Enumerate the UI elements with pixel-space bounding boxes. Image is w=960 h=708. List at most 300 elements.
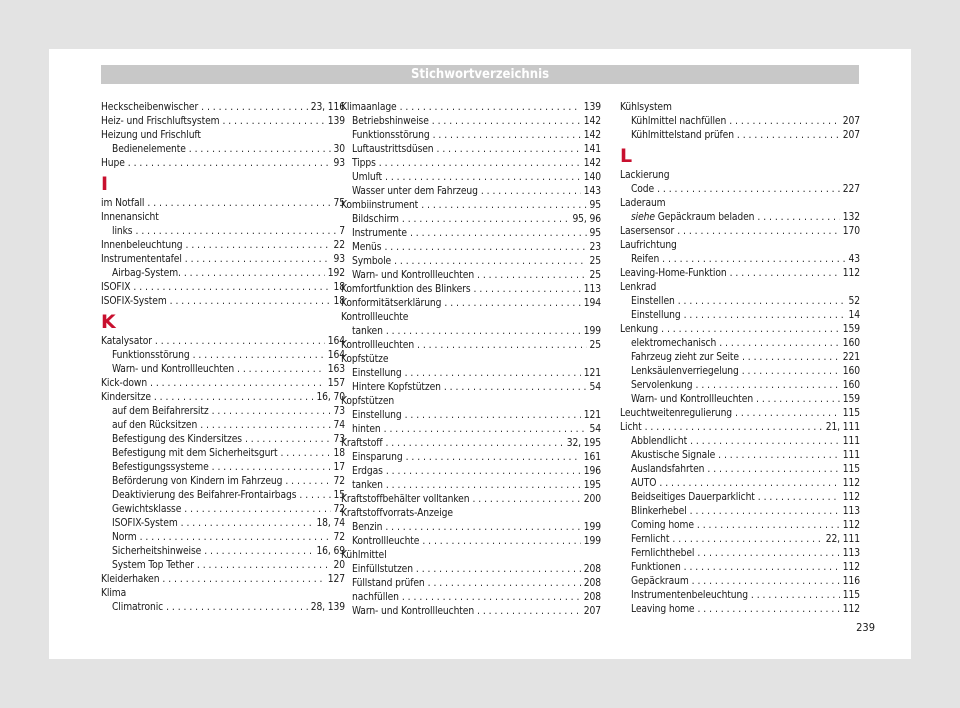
index-term: Lackierung	[620, 170, 670, 181]
index-term: Instrumententafel	[101, 254, 182, 265]
index-page-ref: 54	[589, 382, 601, 393]
index-subentry	[620, 379, 860, 393]
index-subentry	[101, 349, 345, 363]
dot-leader	[692, 575, 840, 589]
page-header-title: Stichwortverzeichnis	[101, 65, 859, 84]
dot-leader	[697, 547, 839, 561]
page-number: 239	[856, 621, 875, 634]
index-term: Coming home	[631, 520, 694, 531]
index-section-letter: L	[620, 145, 633, 167]
index-entry	[341, 339, 601, 353]
index-term: Umluft	[352, 172, 383, 183]
index-term: Wasser unter dem Fahrzeug	[352, 186, 478, 197]
index-term: tanken	[352, 480, 383, 491]
index-term: Warn- und Kontrollleuchten	[352, 606, 475, 617]
index-term: Kühlmittelstand prüfen	[631, 130, 734, 141]
dot-leader	[386, 465, 581, 479]
index-page-ref: 164	[327, 350, 345, 361]
index-term: Hintere Kopfstützen	[352, 382, 441, 393]
index-page-ref: 207	[842, 130, 860, 141]
index-page-ref: 95, 96	[572, 214, 601, 225]
dot-leader	[154, 391, 314, 405]
index-term: Betriebshinweise	[352, 116, 429, 127]
dot-leader	[729, 115, 840, 129]
index-subentry	[341, 129, 601, 143]
index-page-ref: 21, 111	[825, 422, 860, 433]
index-page-ref: 200	[583, 494, 601, 505]
index-page-ref: 25	[589, 340, 601, 351]
index-term: Funktionsstörung	[352, 130, 430, 141]
dot-leader	[735, 407, 840, 421]
index-term: Einstellung	[352, 410, 402, 421]
index-term: Beidseitiges Dauerparklicht	[631, 492, 755, 503]
dot-leader	[645, 421, 823, 435]
dot-leader	[285, 475, 330, 489]
index-subentry	[620, 393, 860, 407]
index-page-ref: 43	[848, 254, 860, 265]
index-heading	[101, 587, 345, 601]
dot-leader	[416, 563, 581, 577]
index-term: Code	[631, 184, 655, 195]
index-page-ref: 199	[583, 326, 601, 337]
dot-leader	[433, 129, 581, 143]
index-subentry	[101, 225, 345, 239]
index-page-ref: 23, 116	[310, 102, 345, 113]
dot-leader	[410, 227, 587, 241]
index-term: Instrumentenbeleuchtung	[631, 590, 748, 601]
index-term: Klima	[101, 588, 127, 599]
index-term: Auslandsfahrten	[631, 464, 705, 475]
index-page-ref: 208	[583, 564, 601, 575]
dot-leader	[166, 601, 308, 615]
dot-leader	[193, 349, 325, 363]
dot-leader	[678, 295, 846, 309]
dot-leader	[742, 351, 840, 365]
index-term: Kraftstoff	[341, 438, 383, 449]
index-term: im Notfall	[101, 198, 145, 209]
dot-leader	[657, 183, 840, 197]
index-term: Bedienelemente	[112, 144, 186, 155]
index-page-ref: 72	[333, 532, 345, 543]
index-term: Befestigung mit dem Sicherheitsgurt	[112, 448, 278, 459]
index-subentry	[620, 449, 860, 463]
dot-leader	[437, 143, 581, 157]
dot-leader	[402, 213, 570, 227]
dot-leader	[719, 337, 840, 351]
index-term: Funktionsstörung	[112, 350, 190, 361]
index-subentry	[101, 517, 345, 531]
index-term: Einstellen	[631, 296, 675, 307]
index-page-ref: 142	[583, 130, 601, 141]
index-subentry	[341, 591, 601, 605]
index-section-letter: I	[101, 173, 108, 195]
index-term: Lasersensor	[620, 226, 675, 237]
index-term: Leuchtweitenregulierung	[620, 408, 732, 419]
index-term: Kühlmittel nachfüllen	[631, 116, 727, 127]
index-page-ref: 112	[842, 604, 860, 615]
index-page-ref: 207	[842, 116, 860, 127]
index-subentry	[101, 461, 345, 475]
index-page-ref: 164	[327, 336, 345, 347]
dot-leader	[659, 477, 839, 491]
dot-leader	[299, 489, 330, 503]
index-term: Leaving home	[631, 604, 695, 615]
dot-leader	[756, 393, 840, 407]
index-entry	[101, 573, 345, 587]
index-subentry	[620, 561, 860, 575]
index-subentry	[620, 491, 860, 505]
dot-leader	[384, 241, 586, 255]
index-subentry	[620, 505, 860, 519]
index-subentry	[620, 309, 860, 323]
index-term: Heiz- und Frischluftsystem	[101, 116, 220, 127]
index-term: Einsparung	[352, 452, 403, 463]
index-entry	[101, 197, 345, 211]
dot-leader	[684, 309, 846, 323]
index-term: tanken	[352, 326, 383, 337]
index-term: Lenkrad	[620, 282, 657, 293]
dot-leader	[444, 297, 580, 311]
dot-leader	[697, 603, 839, 617]
index-heading	[620, 239, 860, 253]
index-page-ref: 112	[842, 562, 860, 573]
index-subentry	[341, 157, 601, 171]
index-subentry	[341, 241, 601, 255]
index-page-ref: 18	[333, 448, 345, 459]
index-page-ref: 28, 139	[310, 602, 345, 613]
index-page-ref: 227	[842, 184, 860, 195]
index-term: Airbag-System.	[112, 268, 181, 279]
index-term: Innenansicht	[101, 212, 159, 223]
index-page-ref: 194	[583, 298, 601, 309]
dot-leader	[201, 101, 308, 115]
index-page-ref: 142	[583, 158, 601, 169]
index-page-ref: 140	[583, 172, 601, 183]
dot-leader	[405, 367, 581, 381]
dot-leader	[197, 559, 331, 573]
index-term: Kindersitze	[101, 392, 151, 403]
index-term: Kombiinstrument	[341, 200, 419, 211]
index-page-ref: 199	[583, 536, 601, 547]
dot-leader	[386, 325, 581, 339]
index-term: Instrumente	[352, 228, 407, 239]
dot-leader	[690, 435, 840, 449]
index-subentry	[341, 143, 601, 157]
index-entry	[101, 377, 345, 391]
index-term: Lenkung	[620, 324, 659, 335]
index-term: Abblendlicht	[631, 436, 688, 447]
index-term: Warn- und Kontrollleuchten	[352, 270, 475, 281]
index-term: Bildschirm	[352, 214, 399, 225]
index-page-ref: 115	[842, 590, 860, 601]
dot-leader	[128, 157, 331, 171]
dot-leader	[155, 335, 325, 349]
index-entry	[101, 115, 345, 129]
index-page-ref: 112	[842, 478, 860, 489]
index-term: Gepäckraum beladen	[657, 212, 755, 223]
index-column-1	[101, 101, 345, 615]
index-page-ref: 73	[333, 434, 345, 445]
index-term: Füllstand prüfen	[352, 578, 425, 589]
index-subentry	[341, 465, 601, 479]
index-term: Kühlsystem	[620, 102, 672, 113]
dot-leader	[730, 267, 840, 281]
index-term: Laufrichtung	[620, 240, 677, 251]
index-subentry	[101, 531, 345, 545]
dot-leader	[133, 281, 330, 295]
index-entry	[101, 101, 345, 115]
dot-leader	[697, 519, 840, 533]
index-term: Befestigung des Kindersitzes	[112, 434, 242, 445]
index-entry	[101, 391, 345, 405]
index-page-ref: 74	[333, 420, 345, 431]
index-column-2	[341, 101, 601, 619]
index-page-ref: 17	[333, 462, 345, 473]
dot-leader	[417, 339, 586, 353]
dot-leader	[684, 561, 840, 575]
dot-leader	[477, 605, 581, 619]
dot-leader	[212, 405, 331, 419]
index-page-ref: 159	[842, 394, 860, 405]
index-term: elektromechanisch	[631, 338, 717, 349]
dot-leader	[185, 253, 331, 267]
dot-leader	[432, 115, 581, 129]
index-subentry	[620, 533, 860, 547]
index-subentry	[101, 489, 345, 503]
dot-leader	[428, 577, 581, 591]
index-subentry	[341, 325, 601, 339]
index-subentry	[341, 227, 601, 241]
dot-leader	[672, 533, 822, 547]
dot-leader	[140, 531, 331, 545]
index-page-ref: 208	[583, 592, 601, 603]
index-page-ref: 93	[333, 254, 345, 265]
index-page-ref: 54	[589, 424, 601, 435]
index-entry	[101, 157, 345, 171]
index-page-ref: 160	[842, 338, 860, 349]
index-heading	[620, 281, 860, 295]
index-term: Befestigungssysteme	[112, 462, 209, 473]
index-term: Konformitätserklärung	[341, 298, 442, 309]
index-subentry	[620, 519, 860, 533]
index-subentry	[341, 479, 601, 493]
index-entry	[101, 335, 345, 349]
dot-leader	[472, 493, 580, 507]
index-term: nachfüllen	[352, 592, 399, 603]
index-entry	[341, 297, 601, 311]
index-term: Blinkerhebel	[631, 506, 687, 517]
index-term: Innenbeleuchtung	[101, 240, 183, 251]
index-page-ref: 18, 74	[316, 518, 345, 529]
index-subentry	[620, 589, 860, 603]
index-entry	[620, 421, 860, 435]
dot-leader	[474, 283, 581, 297]
index-entry	[101, 281, 345, 295]
index-subentry	[101, 503, 345, 517]
index-subentry	[101, 545, 345, 559]
index-subentry	[341, 269, 601, 283]
dot-leader	[707, 463, 839, 477]
index-subentry	[101, 363, 345, 377]
index-page-ref: 113	[842, 548, 860, 559]
index-heading	[620, 169, 860, 183]
dot-leader	[204, 545, 313, 559]
index-term: Kontrollleuchten	[341, 340, 415, 351]
dot-leader	[184, 503, 330, 517]
dot-leader	[184, 267, 325, 281]
index-page-ref: 113	[583, 284, 601, 295]
dot-leader	[385, 171, 581, 185]
index-page-ref: 115	[842, 408, 860, 419]
index-page-ref: 121	[583, 410, 601, 421]
index-subentry	[101, 601, 345, 615]
index-term: Climatronic	[112, 602, 164, 613]
index-term: Symbole	[352, 256, 392, 267]
index-page-ref: 113	[842, 506, 860, 517]
index-page-ref: 32, 195	[566, 438, 601, 449]
index-page-ref: 163	[327, 364, 345, 375]
index-section-letter: K	[101, 311, 116, 333]
dot-leader	[181, 517, 314, 531]
index-page-ref: 20	[333, 560, 345, 571]
index-page-ref: 30	[333, 144, 345, 155]
index-term: Funktionen	[631, 562, 681, 573]
index-subentry	[620, 337, 860, 351]
index-subentry	[620, 365, 860, 379]
dot-leader	[150, 377, 325, 391]
index-page-ref: 159	[842, 324, 860, 335]
index-page	[49, 49, 911, 659]
index-term: Kontrollleuchte	[341, 312, 409, 323]
index-heading	[341, 311, 601, 325]
index-term: Servolenkung	[631, 380, 693, 391]
index-entry	[341, 283, 601, 297]
index-entry	[341, 101, 601, 115]
index-page-ref: 142	[583, 116, 601, 127]
index-subentry	[341, 381, 601, 395]
index-entry	[101, 253, 345, 267]
index-term: ISOFIX-System	[112, 518, 178, 529]
dot-leader	[384, 423, 587, 437]
index-term: links	[112, 226, 133, 237]
dot-leader	[737, 129, 840, 143]
index-term: Kleiderhaken	[101, 574, 160, 585]
index-heading	[620, 197, 860, 211]
index-term: System Top Tether	[112, 560, 194, 571]
index-page-ref: 7	[339, 226, 345, 237]
index-term: Klimaanlage	[341, 102, 397, 113]
dot-leader	[718, 449, 840, 463]
index-subentry	[620, 575, 860, 589]
index-page-ref: 139	[583, 102, 601, 113]
dot-leader	[386, 479, 581, 493]
dot-leader	[406, 451, 581, 465]
index-entry	[341, 437, 601, 451]
dot-leader	[677, 225, 840, 239]
index-subentry	[341, 521, 601, 535]
index-term: Einstellung	[352, 368, 402, 379]
index-subentry	[341, 213, 601, 227]
index-term: Heckscheibenwischer	[101, 102, 199, 113]
index-page-ref: 161	[583, 452, 601, 463]
dot-leader	[200, 419, 330, 433]
index-subentry	[620, 129, 860, 143]
dot-leader	[394, 255, 586, 269]
index-entry	[620, 407, 860, 421]
index-term: Norm	[112, 532, 137, 543]
dot-leader	[690, 505, 840, 519]
dot-leader	[481, 185, 581, 199]
index-page-ref: 221	[842, 352, 860, 363]
index-entry	[341, 493, 601, 507]
index-subentry	[341, 115, 601, 129]
index-page-ref: 160	[842, 380, 860, 391]
index-heading	[101, 129, 345, 143]
index-page-ref: 22	[333, 240, 345, 251]
index-page-ref: 116	[842, 576, 860, 587]
index-subentry	[341, 535, 601, 549]
index-term: Warn- und Kontrollleuchten	[631, 394, 754, 405]
index-term: Kopfstütze	[341, 354, 389, 365]
index-term: hinten	[352, 424, 381, 435]
dot-leader	[405, 409, 581, 423]
index-term: Hupe	[101, 158, 125, 169]
dot-leader	[162, 573, 324, 587]
index-subentry	[620, 115, 860, 129]
index-term: auf den Rücksitzen	[112, 420, 198, 431]
index-page-ref: 139	[327, 116, 345, 127]
dot-leader	[385, 521, 580, 535]
index-page-ref: 72	[333, 476, 345, 487]
index-subentry	[101, 405, 345, 419]
index-subentry	[620, 477, 860, 491]
index-page-ref: 160	[842, 366, 860, 377]
index-term: Katalysator	[101, 336, 152, 347]
index-column-3	[620, 101, 860, 617]
index-page-ref: 22, 111	[825, 534, 860, 545]
dot-leader	[444, 381, 587, 395]
index-term: Kick-down	[101, 378, 148, 389]
index-subentry	[620, 435, 860, 449]
dot-leader	[280, 447, 330, 461]
index-subentry	[341, 451, 601, 465]
index-subentry	[101, 559, 345, 573]
index-term: Kraftstoffvorrats-Anzeige	[341, 508, 453, 519]
index-term: Kühlmittel	[341, 550, 387, 561]
index-term: Kontrollleuchte	[352, 536, 420, 547]
index-page-ref: 16, 70	[316, 392, 345, 403]
index-page-ref: 132	[842, 212, 860, 223]
index-heading	[341, 353, 601, 367]
index-subentry	[620, 463, 860, 477]
index-subentry	[620, 603, 860, 617]
index-page-ref: 18	[333, 296, 345, 307]
index-term: Menüs	[352, 242, 382, 253]
index-subentry	[341, 185, 601, 199]
index-subentry	[341, 577, 601, 591]
index-page-ref: 196	[583, 466, 601, 477]
index-page-ref: 157	[327, 378, 345, 389]
index-subentry	[341, 423, 601, 437]
dot-leader	[751, 589, 840, 603]
dot-leader	[477, 269, 587, 283]
index-page-ref: 141	[583, 144, 601, 155]
index-term: Fernlichthebel	[631, 548, 695, 559]
index-page-ref: 121	[583, 368, 601, 379]
index-subentry	[341, 255, 601, 269]
index-term: Gepäckraum	[631, 576, 689, 587]
index-page-ref: 112	[842, 520, 860, 531]
